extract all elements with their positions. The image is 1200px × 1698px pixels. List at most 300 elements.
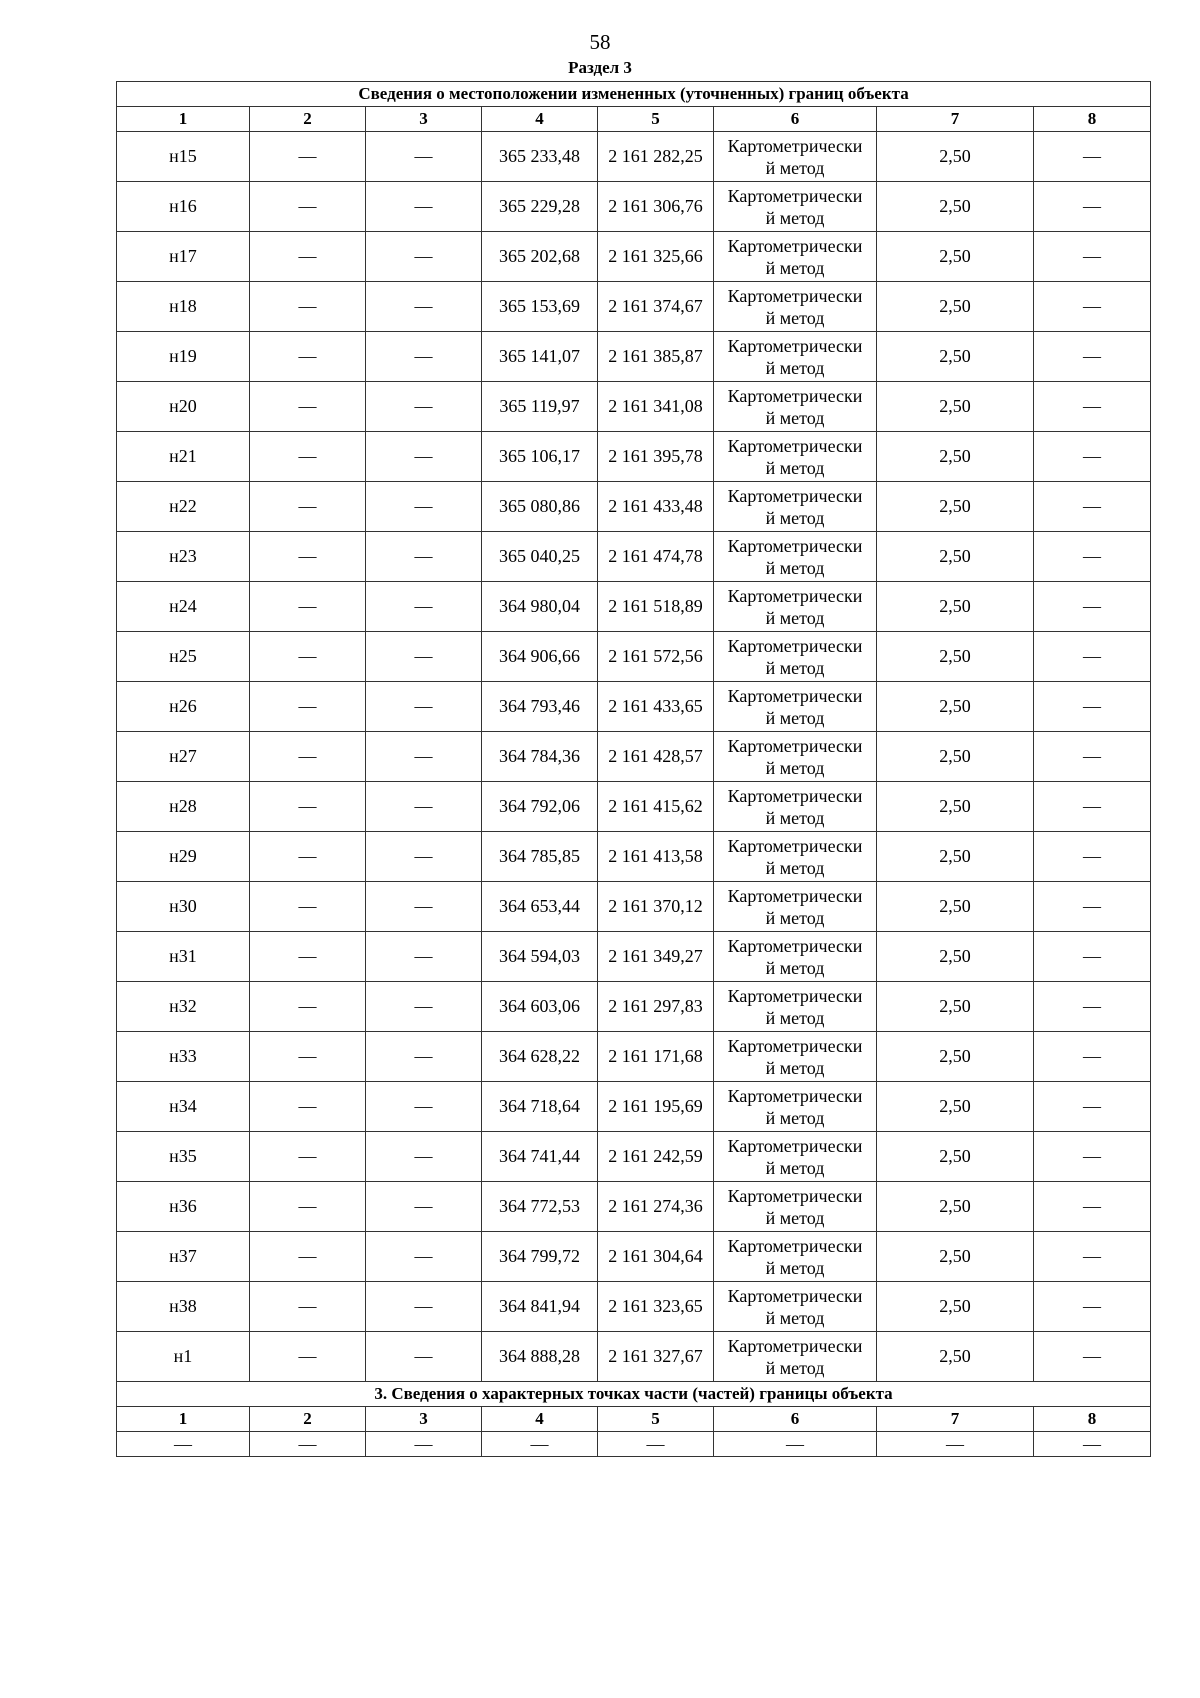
method-cell: [714, 1032, 877, 1082]
method-line-2: й метод: [765, 157, 825, 178]
method-line-2: й метод: [765, 207, 825, 228]
empty-cell: —: [366, 1232, 482, 1282]
page-number: 58: [589, 30, 611, 54]
table-row: [117, 732, 1151, 782]
accuracy-cell: 2,50: [877, 982, 1034, 1032]
x-coordinate-cell: 365 119,97: [482, 382, 598, 432]
table-row: [117, 1232, 1151, 1282]
table-row: [117, 1132, 1151, 1182]
empty-cell: —: [366, 882, 482, 932]
empty-cell: —: [1034, 1332, 1151, 1382]
method-line-2: й метод: [765, 1157, 825, 1178]
method-line-2: й метод: [765, 657, 825, 678]
section-label: Раздел 3: [568, 58, 632, 77]
x-coordinate-cell: 364 980,04: [482, 582, 598, 632]
empty-cell: —: [117, 1432, 250, 1457]
empty-cell: —: [250, 232, 366, 282]
method-cell: [714, 732, 877, 782]
empty-cell: —: [1034, 632, 1151, 682]
method-cell: [714, 1232, 877, 1282]
y-coordinate-cell: 2 161 349,27: [598, 932, 714, 982]
method-line-1: Картометрически: [727, 1135, 863, 1156]
point-cell: н20: [117, 382, 250, 432]
table-row: [117, 682, 1151, 732]
accuracy-cell: 2,50: [877, 1182, 1034, 1232]
method-cell: [714, 1282, 877, 1332]
table-row: [117, 632, 1151, 682]
table-row: [117, 1282, 1151, 1332]
method-line-2: й метод: [765, 1007, 825, 1028]
table-row: [117, 1082, 1151, 1132]
point-cell: н21: [117, 432, 250, 482]
method-line-2: й метод: [765, 1307, 825, 1328]
empty-cell: —: [366, 1132, 482, 1182]
empty-cell: —: [1034, 532, 1151, 582]
table-row: [117, 482, 1151, 532]
x-coordinate-cell: 365 141,07: [482, 332, 598, 382]
table-row: [117, 282, 1151, 332]
method-line-2: й метод: [765, 807, 825, 828]
column-number: 6: [714, 1407, 877, 1432]
column-number: 2: [250, 107, 366, 132]
empty-cell: —: [1034, 982, 1151, 1032]
empty-cell: —: [250, 932, 366, 982]
empty-cell: —: [1034, 932, 1151, 982]
accuracy-cell: 2,50: [877, 532, 1034, 582]
point-cell: н29: [117, 832, 250, 882]
x-coordinate-cell: 364 906,66: [482, 632, 598, 682]
table-row: [117, 932, 1151, 982]
y-coordinate-cell: 2 161 171,68: [598, 1032, 714, 1082]
method-line-2: й метод: [765, 457, 825, 478]
empty-cell: —: [366, 832, 482, 882]
method-cell: [714, 982, 877, 1032]
method-line-2: й метод: [765, 707, 825, 728]
point-cell: н30: [117, 882, 250, 932]
column-number: 1: [117, 107, 250, 132]
accuracy-cell: 2,50: [877, 632, 1034, 682]
empty-cell: —: [366, 1082, 482, 1132]
x-coordinate-cell: 364 718,64: [482, 1082, 598, 1132]
x-coordinate-cell: 365 040,25: [482, 532, 598, 582]
column-number: 3: [366, 1407, 482, 1432]
empty-cell: —: [250, 532, 366, 582]
method-line-2: й метод: [765, 1257, 825, 1278]
method-cell: [714, 132, 877, 182]
point-cell: н1: [117, 1332, 250, 1382]
empty-cell: —: [250, 1232, 366, 1282]
parts-section-title-row: [117, 1382, 1151, 1407]
method-line-1: Картометрически: [727, 685, 863, 706]
x-coordinate-cell: 364 741,44: [482, 1132, 598, 1182]
table-row: [117, 532, 1151, 582]
method-line-2: й метод: [765, 1057, 825, 1078]
empty-cell: —: [250, 732, 366, 782]
empty-cell: —: [1034, 732, 1151, 782]
empty-cell: —: [366, 1182, 482, 1232]
point-cell: н15: [117, 132, 250, 182]
x-coordinate-cell: 364 841,94: [482, 1282, 598, 1332]
point-cell: н25: [117, 632, 250, 682]
empty-cell: —: [366, 1432, 482, 1457]
x-coordinate-cell: 364 784,36: [482, 732, 598, 782]
point-cell: н17: [117, 232, 250, 282]
point-cell: н19: [117, 332, 250, 382]
column-number: 8: [1034, 1407, 1151, 1432]
method-line-1: Картометрически: [727, 735, 863, 756]
empty-cell: —: [366, 332, 482, 382]
method-line-2: й метод: [765, 257, 825, 278]
y-coordinate-cell: 2 161 282,25: [598, 132, 714, 182]
accuracy-cell: 2,50: [877, 732, 1034, 782]
empty-cell: —: [250, 982, 366, 1032]
parts-section-title: 3. Сведения о характерных точках части (частей) границы объекта: [117, 1382, 1151, 1407]
empty-cell: —: [366, 432, 482, 482]
empty-cell: —: [1034, 1232, 1151, 1282]
column-number: 3: [366, 107, 482, 132]
method-line-2: й метод: [765, 957, 825, 978]
empty-cell: —: [250, 332, 366, 382]
method-line-1: Картометрически: [727, 585, 863, 606]
accuracy-cell: 2,50: [877, 782, 1034, 832]
accuracy-cell: 2,50: [877, 1332, 1034, 1382]
method-line-1: Картометрически: [727, 535, 863, 556]
y-coordinate-cell: 2 161 242,59: [598, 1132, 714, 1182]
x-coordinate-cell: 364 772,53: [482, 1182, 598, 1232]
accuracy-cell: 2,50: [877, 232, 1034, 282]
method-cell: [714, 1332, 877, 1382]
column-number: 8: [1034, 107, 1151, 132]
point-cell: н27: [117, 732, 250, 782]
accuracy-cell: 2,50: [877, 332, 1034, 382]
empty-cell: —: [366, 1032, 482, 1082]
empty-cell: —: [1034, 232, 1151, 282]
empty-cell: —: [1034, 582, 1151, 632]
point-cell: н38: [117, 1282, 250, 1332]
table-row: [117, 782, 1151, 832]
method-cell: [714, 282, 877, 332]
y-coordinate-cell: 2 161 304,64: [598, 1232, 714, 1282]
accuracy-cell: 2,50: [877, 382, 1034, 432]
empty-cell: —: [714, 1432, 877, 1457]
empty-cell: —: [250, 382, 366, 432]
accuracy-cell: 2,50: [877, 832, 1034, 882]
empty-cell: —: [366, 632, 482, 682]
x-coordinate-cell: 365 106,17: [482, 432, 598, 482]
y-coordinate-cell: 2 161 433,48: [598, 482, 714, 532]
empty-cell: —: [1034, 832, 1151, 882]
table-row: [117, 1332, 1151, 1382]
column-number: 5: [598, 1407, 714, 1432]
method-cell: [714, 232, 877, 282]
point-cell: н22: [117, 482, 250, 532]
empty-cell: —: [1034, 1132, 1151, 1182]
method-line-1: Картометрически: [727, 935, 863, 956]
empty-cell: —: [250, 682, 366, 732]
method-line-1: Картометрически: [727, 1335, 863, 1356]
parts-empty-row: [117, 1432, 1151, 1457]
column-number: 7: [877, 1407, 1034, 1432]
empty-cell: —: [1034, 382, 1151, 432]
method-cell: [714, 1182, 877, 1232]
empty-cell: —: [366, 782, 482, 832]
table-title: Сведения о местоположении измененных (уточненных) границ объекта: [117, 82, 1151, 107]
method-line-1: Картометрически: [727, 1185, 863, 1206]
y-coordinate-cell: 2 161 413,58: [598, 832, 714, 882]
point-cell: н37: [117, 1232, 250, 1282]
y-coordinate-cell: 2 161 385,87: [598, 332, 714, 382]
table-row: [117, 1182, 1151, 1232]
x-coordinate-cell: 365 233,48: [482, 132, 598, 182]
column-number: 2: [250, 1407, 366, 1432]
method-line-2: й метод: [765, 357, 825, 378]
table-row: [117, 232, 1151, 282]
empty-cell: —: [1034, 682, 1151, 732]
empty-cell: —: [250, 882, 366, 932]
empty-cell: —: [877, 1432, 1034, 1457]
table-row: [117, 432, 1151, 482]
point-cell: н34: [117, 1082, 250, 1132]
method-line-1: Картометрически: [727, 1085, 863, 1106]
y-coordinate-cell: 2 161 325,66: [598, 232, 714, 282]
table-row: [117, 582, 1151, 632]
method-line-1: Картометрически: [727, 135, 863, 156]
method-line-2: й метод: [765, 607, 825, 628]
table-row: [117, 182, 1151, 232]
x-coordinate-cell: 364 792,06: [482, 782, 598, 832]
method-cell: [714, 532, 877, 582]
empty-cell: —: [250, 1182, 366, 1232]
y-coordinate-cell: 2 161 323,65: [598, 1282, 714, 1332]
accuracy-cell: 2,50: [877, 132, 1034, 182]
method-cell: [714, 1082, 877, 1132]
empty-cell: —: [482, 1432, 598, 1457]
method-line-1: Картометрически: [727, 335, 863, 356]
y-coordinate-cell: 2 161 341,08: [598, 382, 714, 432]
column-number: 1: [117, 1407, 250, 1432]
method-line-1: Картометрически: [727, 485, 863, 506]
empty-cell: —: [1034, 882, 1151, 932]
method-line-2: й метод: [765, 557, 825, 578]
y-coordinate-cell: 2 161 274,36: [598, 1182, 714, 1232]
empty-cell: —: [366, 1332, 482, 1382]
empty-cell: —: [366, 382, 482, 432]
x-coordinate-cell: 364 653,44: [482, 882, 598, 932]
empty-cell: —: [1034, 1432, 1151, 1457]
accuracy-cell: 2,50: [877, 1082, 1034, 1132]
empty-cell: —: [366, 232, 482, 282]
point-cell: н26: [117, 682, 250, 732]
method-line-2: й метод: [765, 307, 825, 328]
accuracy-cell: 2,50: [877, 182, 1034, 232]
accuracy-cell: 2,50: [877, 682, 1034, 732]
table-row: [117, 382, 1151, 432]
method-line-1: Картометрически: [727, 885, 863, 906]
point-cell: н18: [117, 282, 250, 332]
empty-cell: —: [250, 132, 366, 182]
method-line-2: й метод: [765, 757, 825, 778]
accuracy-cell: 2,50: [877, 482, 1034, 532]
y-coordinate-cell: 2 161 433,65: [598, 682, 714, 732]
empty-cell: —: [366, 532, 482, 582]
table-row: [117, 882, 1151, 932]
empty-cell: —: [250, 1432, 366, 1457]
method-cell: [714, 182, 877, 232]
method-line-1: Картометрически: [727, 785, 863, 806]
method-cell: [714, 832, 877, 882]
method-line-1: Картометрически: [727, 185, 863, 206]
method-cell: [714, 882, 877, 932]
empty-cell: —: [250, 482, 366, 532]
column-number-row: [117, 107, 1151, 132]
accuracy-cell: 2,50: [877, 1282, 1034, 1332]
y-coordinate-cell: 2 161 370,12: [598, 882, 714, 932]
method-line-2: й метод: [765, 1107, 825, 1128]
method-line-1: Картометрически: [727, 1035, 863, 1056]
x-coordinate-cell: 364 628,22: [482, 1032, 598, 1082]
y-coordinate-cell: 2 161 428,57: [598, 732, 714, 782]
method-line-1: Картометрически: [727, 385, 863, 406]
empty-cell: —: [366, 282, 482, 332]
y-coordinate-cell: 2 161 297,83: [598, 982, 714, 1032]
method-cell: [714, 432, 877, 482]
method-cell: [714, 482, 877, 532]
column-number: 5: [598, 107, 714, 132]
empty-cell: —: [1034, 482, 1151, 532]
accuracy-cell: 2,50: [877, 1132, 1034, 1182]
point-cell: н35: [117, 1132, 250, 1182]
method-cell: [714, 682, 877, 732]
empty-cell: —: [250, 182, 366, 232]
y-coordinate-cell: 2 161 195,69: [598, 1082, 714, 1132]
method-line-2: й метод: [765, 907, 825, 928]
method-cell: [714, 582, 877, 632]
empty-cell: —: [1034, 782, 1151, 832]
method-line-1: Картометрически: [727, 235, 863, 256]
empty-cell: —: [366, 482, 482, 532]
accuracy-cell: 2,50: [877, 582, 1034, 632]
x-coordinate-cell: 364 594,03: [482, 932, 598, 982]
method-line-2: й метод: [765, 1357, 825, 1378]
empty-cell: —: [250, 1082, 366, 1132]
point-cell: н23: [117, 532, 250, 582]
table-row: [117, 982, 1151, 1032]
x-coordinate-cell: 364 603,06: [482, 982, 598, 1032]
method-cell: [714, 782, 877, 832]
empty-cell: —: [1034, 432, 1151, 482]
empty-cell: —: [250, 582, 366, 632]
empty-cell: —: [366, 682, 482, 732]
empty-cell: —: [250, 432, 366, 482]
accuracy-cell: 2,50: [877, 1032, 1034, 1082]
empty-cell: —: [1034, 132, 1151, 182]
accuracy-cell: 2,50: [877, 1232, 1034, 1282]
point-cell: н31: [117, 932, 250, 982]
point-cell: н36: [117, 1182, 250, 1232]
empty-cell: —: [366, 732, 482, 782]
empty-cell: —: [250, 1132, 366, 1182]
method-line-1: Картометрически: [727, 1235, 863, 1256]
empty-cell: —: [250, 1282, 366, 1332]
method-line-2: й метод: [765, 507, 825, 528]
x-coordinate-cell: 365 080,86: [482, 482, 598, 532]
x-coordinate-cell: 364 793,46: [482, 682, 598, 732]
empty-cell: —: [250, 1032, 366, 1082]
empty-cell: —: [366, 932, 482, 982]
table-row: [117, 332, 1151, 382]
method-cell: [714, 1132, 877, 1182]
method-line-2: й метод: [765, 407, 825, 428]
x-coordinate-cell: 365 229,28: [482, 182, 598, 232]
method-cell: [714, 932, 877, 982]
empty-cell: —: [1034, 1282, 1151, 1332]
empty-cell: —: [250, 782, 366, 832]
empty-cell: —: [1034, 1032, 1151, 1082]
method-line-1: Картометрически: [727, 1285, 863, 1306]
empty-cell: —: [250, 282, 366, 332]
boundary-table: [116, 81, 1151, 1457]
empty-cell: —: [1034, 282, 1151, 332]
y-coordinate-cell: 2 161 415,62: [598, 782, 714, 832]
y-coordinate-cell: 2 161 374,67: [598, 282, 714, 332]
y-coordinate-cell: 2 161 518,89: [598, 582, 714, 632]
x-coordinate-cell: 364 888,28: [482, 1332, 598, 1382]
y-coordinate-cell: 2 161 306,76: [598, 182, 714, 232]
empty-cell: —: [1034, 1182, 1151, 1232]
method-cell: [714, 382, 877, 432]
empty-cell: —: [366, 582, 482, 632]
method-line-2: й метод: [765, 857, 825, 878]
x-coordinate-cell: 365 153,69: [482, 282, 598, 332]
method-cell: [714, 632, 877, 682]
y-coordinate-cell: 2 161 572,56: [598, 632, 714, 682]
parts-column-number-row: [117, 1407, 1151, 1432]
column-number: 7: [877, 107, 1034, 132]
table-row: [117, 1032, 1151, 1082]
method-line-1: Картометрически: [727, 635, 863, 656]
method-line-1: Картометрически: [727, 285, 863, 306]
empty-cell: —: [366, 182, 482, 232]
method-line-2: й метод: [765, 1207, 825, 1228]
point-cell: н16: [117, 182, 250, 232]
empty-cell: —: [598, 1432, 714, 1457]
empty-cell: —: [366, 132, 482, 182]
table-row: [117, 832, 1151, 882]
empty-cell: —: [250, 1332, 366, 1382]
x-coordinate-cell: 365 202,68: [482, 232, 598, 282]
y-coordinate-cell: 2 161 474,78: [598, 532, 714, 582]
point-cell: н24: [117, 582, 250, 632]
column-number: 6: [714, 107, 877, 132]
method-line-1: Картометрически: [727, 435, 863, 456]
accuracy-cell: 2,50: [877, 282, 1034, 332]
empty-cell: —: [366, 1282, 482, 1332]
empty-cell: —: [366, 982, 482, 1032]
method-line-1: Картометрически: [727, 985, 863, 1006]
table-title-row: [117, 82, 1151, 107]
accuracy-cell: 2,50: [877, 882, 1034, 932]
x-coordinate-cell: 364 785,85: [482, 832, 598, 882]
point-cell: н33: [117, 1032, 250, 1082]
method-cell: [714, 332, 877, 382]
column-number: 4: [482, 107, 598, 132]
x-coordinate-cell: 364 799,72: [482, 1232, 598, 1282]
empty-cell: —: [1034, 332, 1151, 382]
accuracy-cell: 2,50: [877, 932, 1034, 982]
y-coordinate-cell: 2 161 327,67: [598, 1332, 714, 1382]
accuracy-cell: 2,50: [877, 432, 1034, 482]
method-line-1: Картометрически: [727, 835, 863, 856]
